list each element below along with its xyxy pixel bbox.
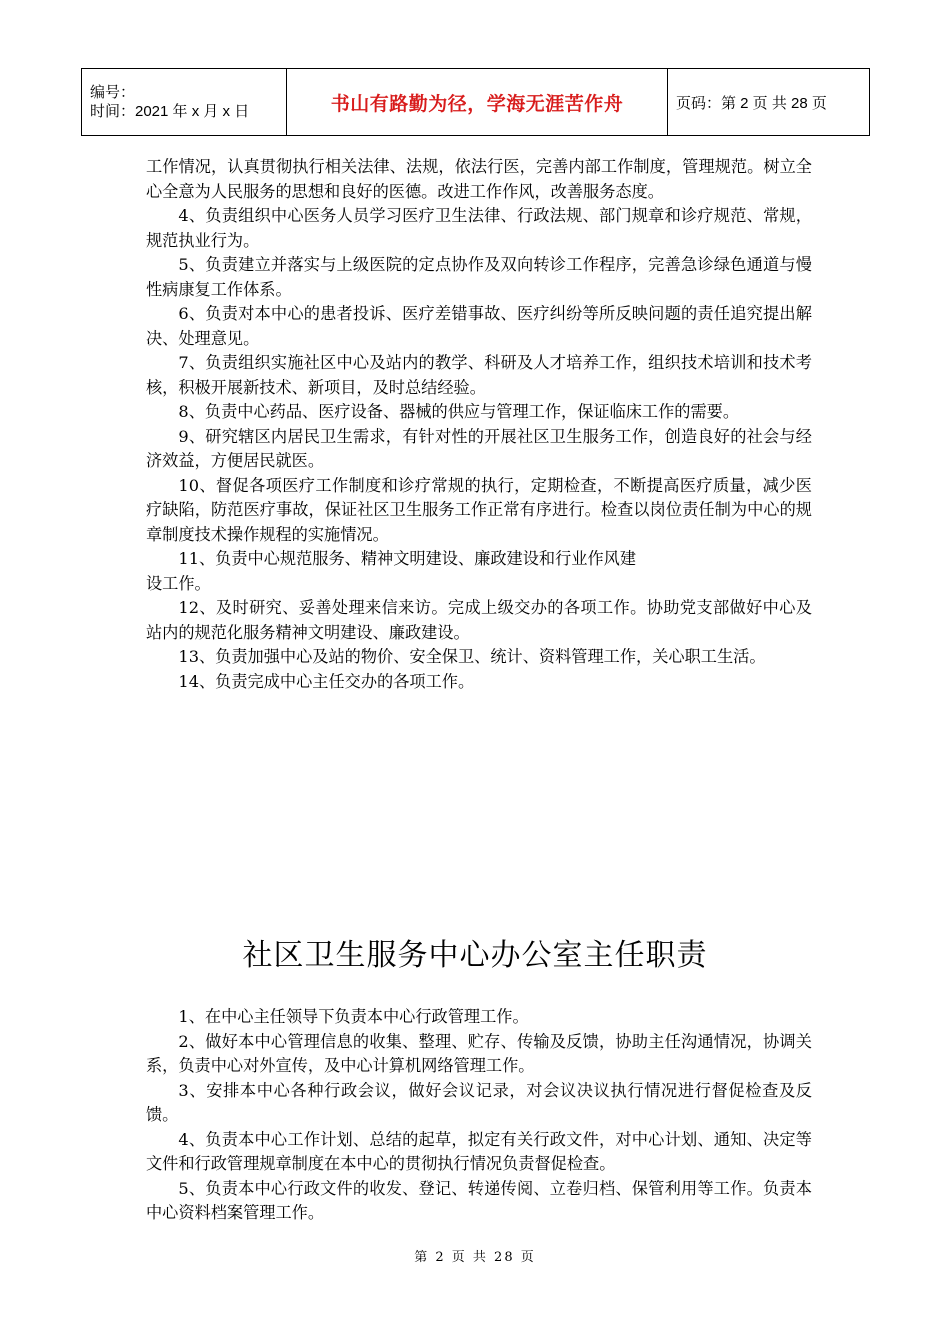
paragraph: 3、安排本中心各种行政会议，做好会议记录，对会议决议执行情况进行督促检查及反馈。 [146, 1080, 812, 1124]
paragraph: 5、负责本中心行政文件的收发、登记、转递传阅、立卷归档、保管利用等工作。负责本中心资料档案管理工作。 [146, 1178, 812, 1222]
header-meta [82, 69, 287, 136]
paragraph: 14、负责完成中心主任交办的各项工作。 [178, 671, 475, 691]
document-date-label: 时间：2021 年 x 月 x 日 [90, 103, 250, 120]
paragraph: 5、负责建立并落实与上级医院的定点协作及双向转诊工作程序，完善急诊绿色通道与慢性病康复工作体系。 [146, 255, 812, 299]
section-title: 社区卫生服务中心办公室主任职责 [242, 938, 708, 973]
paragraph: 10、督促各项医疗工作制度和诊疗常规的执行，定期检查，不断提高医疗质量，减少医疗缺陷，防范医疗事故，保证社区卫生服务工作正常有序进行。检查以岗位责任制为中心的规章制度技术操作规程的实施情况。 [146, 475, 812, 544]
paragraph: 6、负责对本中心的患者投诉、医疗差错事故、医疗纠纷等所反映问题的责任追究提出解决、处理意见。 [146, 304, 812, 348]
paragraph: 1、在中心主任领导下负责本中心行政管理工作。 [178, 1007, 529, 1026]
page-header [81, 68, 870, 136]
header-motto: 书山有路勤为径，学海无涯苦作舟 [287, 69, 668, 136]
paragraph: 9、研究辖区内居民卫生需求，有针对性的开展社区卫生服务工作，创造良好的社会与经济效益，方便居民就医。 [146, 426, 812, 470]
paragraph: 8、负责中心药品、医疗设备、器械的供应与管理工作，保证临床工作的需要。 [178, 402, 740, 421]
paragraph: 13、负责加强中心及站的物价、安全保卫、统计、资料管理工作，关心职工生活。 [178, 647, 766, 666]
header-page-info: 页码：第 2 页 共 28 页 [668, 69, 870, 136]
section2-text [146, 1005, 812, 1226]
paragraph: 7、负责组织实施社区中心及站内的教学、科研及人才培养工作，组织技术培训和技术考核，积极开展新技术、新项目，及时总结经验。 [146, 353, 812, 397]
paragraph: 11、负责中心规范服务、精神文明建设、廉政建设和行业作风建 [178, 549, 637, 568]
body-text [146, 155, 812, 694]
paragraph: 设工作。 [146, 573, 211, 593]
document-number-label: 编号： [90, 84, 136, 101]
page-footer: 第 2 页 共 28 页 [414, 1250, 536, 1265]
paragraph: 12、及时研究、妥善处理来信来访。完成上级交办的各项工作。协助党支部做好中心及站内的规范化服务精神文明建设、廉政建设。 [146, 598, 812, 642]
paragraph: 工作情况，认真贯彻执行相关法律、法规，依法行医，完善内部工作制度，管理规范。树立全心全意为人民服务的思想和良好的医德。改进工作作风，改善服务态度。 [146, 157, 812, 201]
paragraph: 4、负责本中心工作计划、总结的起草，拟定有关行政文件，对中心计划、通知、决定等文件和行政管理规章制度在本中心的贯彻执行情况负责督促检查。 [146, 1129, 812, 1173]
paragraph: 2、做好本中心管理信息的收集、整理、贮存、传输及反馈，协助主任沟通情况，协调关系，负责中心对外宣传，及中心计算机网络管理工作。 [146, 1031, 812, 1075]
paragraph: 4、负责组织中心医务人员学习医疗卫生法律、行政法规、部门规章和诊疗规范、常规，规范执业行为。 [146, 206, 812, 250]
